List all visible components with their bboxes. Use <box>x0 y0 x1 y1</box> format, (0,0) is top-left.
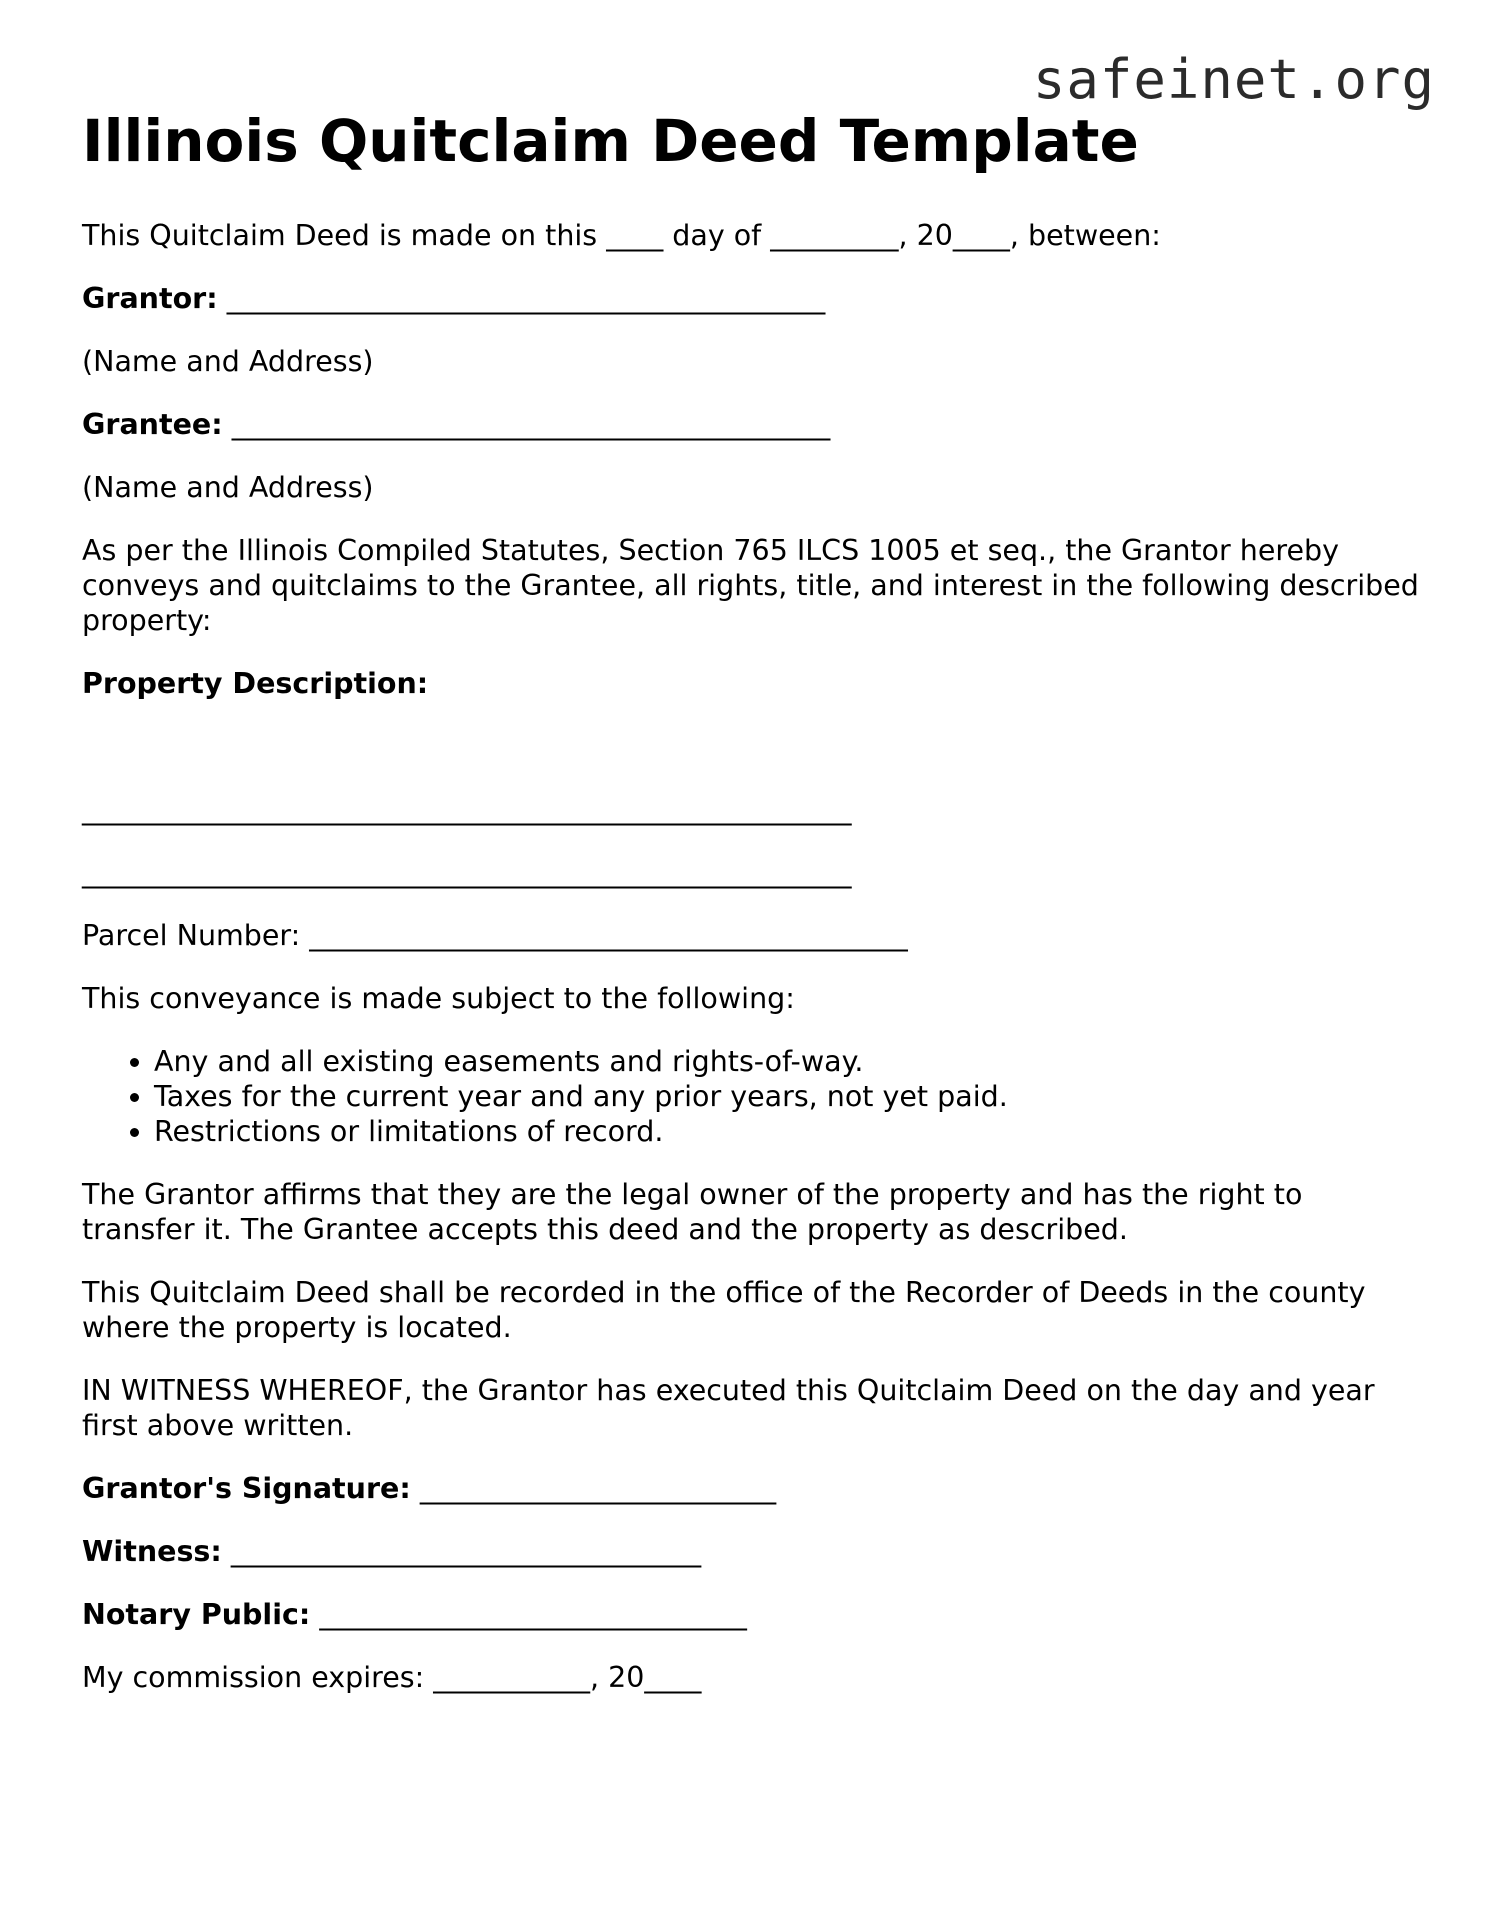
commission-expiry-field: My commission expires: ___________, 20____ <box>82 1661 702 1694</box>
description-line: ______________________________________________________ <box>82 856 852 889</box>
description-line: ______________________________________________________ <box>82 793 852 826</box>
notary-label: Notary Public: <box>82 1598 311 1631</box>
grantee-blank: __________________________________________ <box>222 408 831 441</box>
grantor-field <box>82 281 1422 316</box>
grantee-label: Grantee: <box>82 408 223 441</box>
witness-blank: _________________________________ <box>221 1535 702 1568</box>
list-item: • Restrictions or limitations of record. <box>154 1114 1422 1149</box>
subject-intro: This conveyance is made subject to the following: <box>82 982 795 1015</box>
list-item: • Any and all existing easements and rights-of-way. <box>154 1044 1422 1079</box>
watermark: safeinet.org <box>1032 48 1435 111</box>
witness-label: Witness: <box>82 1535 222 1568</box>
grantee-field <box>82 407 1422 442</box>
document-page <box>82 102 1422 1723</box>
signature-field <box>82 1471 1422 1506</box>
notary-blank: ______________________________ <box>310 1598 747 1631</box>
property-description-gap <box>82 729 1422 764</box>
list-item: • Taxes for the current year and any prior years, not yet paid. <box>154 1079 1422 1114</box>
property-description-label: Property Description: <box>82 667 429 700</box>
parcel-number-field: Parcel Number: __________________________________________ <box>82 919 908 952</box>
grantee-note: (Name and Address) <box>82 471 374 504</box>
document-title: Illinois Quitclaim Deed Template <box>82 107 1139 175</box>
conveyance-paragraph: As per the Illinois Compiled Statutes, Section 765 ILCS 1005 et seq., the Grantor hereby conveys and quitclaims to the Grantee, all rights, title, and interest in the following described property: <box>82 534 1419 637</box>
conditions-list <box>82 1044 1422 1149</box>
witness-field <box>82 1534 1422 1569</box>
signature-blank: _________________________ <box>410 1472 777 1505</box>
grantor-note: (Name and Address) <box>82 345 374 378</box>
signature-label: Grantor's Signature: <box>82 1472 411 1505</box>
grantor-label: Grantor: <box>82 282 218 315</box>
grantor-blank: __________________________________________ <box>217 282 826 315</box>
recording-paragraph: This Quitclaim Deed shall be recorded in the office of the Recorder of Deeds in the county where the property is located. <box>82 1276 1366 1344</box>
witness-clause: IN WITNESS WHEREOF, the Grantor has executed this Quitclaim Deed on the day and year first above written. <box>82 1374 1375 1442</box>
intro-line: This Quitclaim Deed is made on this ____ day of _________, 20____, between: <box>82 219 1161 252</box>
notary-field <box>82 1597 1422 1632</box>
affirmation-paragraph: The Grantor affirms that they are the legal owner of the property and has the right to transfer it. The Grantee accepts this deed and the property as described. <box>82 1178 1303 1246</box>
